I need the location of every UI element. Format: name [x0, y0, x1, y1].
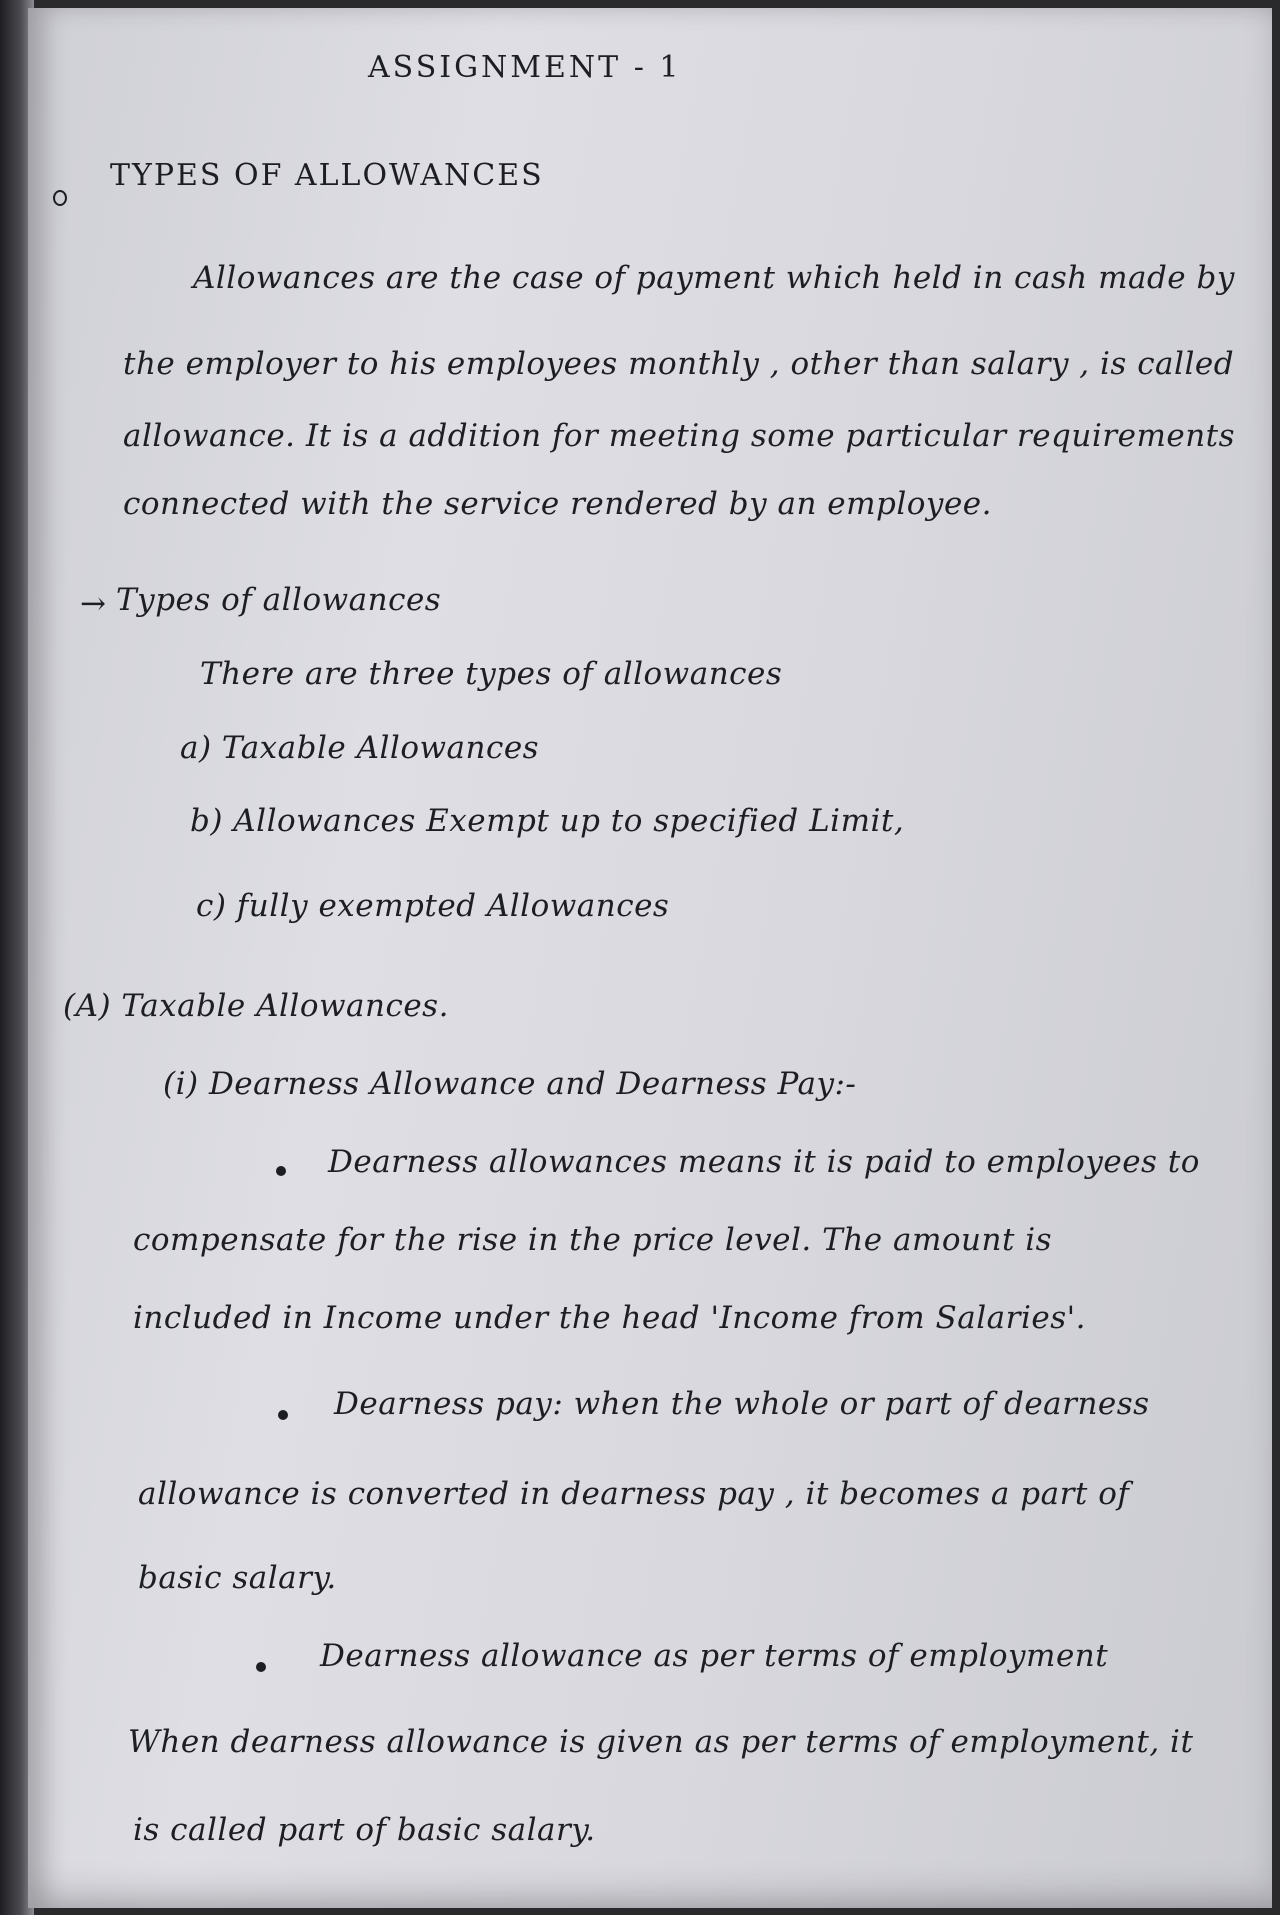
margin-ring-bullet	[53, 190, 67, 206]
type-item: b) Allowances Exempt up to specified Limit,	[190, 803, 905, 839]
notebook-page	[28, 8, 1272, 1908]
intro-line: allowance. It is a addition for meeting some particular requirements	[123, 418, 1236, 454]
bullet-text: included in Income under the head 'Income from Salaries'.	[133, 1300, 1087, 1336]
bullet-text: is called part of basic salary.	[133, 1812, 596, 1848]
bullet-text: When dearness allowance is given as per terms of employment, it	[128, 1724, 1194, 1760]
bullet-text: Dearness allowances means it is paid to employees to	[328, 1144, 1200, 1180]
bullet-text: basic salary.	[138, 1560, 337, 1596]
bullet-text: compensate for the rise in the price level. The amount is	[133, 1222, 1053, 1258]
intro-line: connected with the service rendered by an employee.	[123, 486, 992, 522]
bullet-dot	[276, 1166, 286, 1176]
section-heading: TYPES OF ALLOWANCES	[110, 158, 544, 193]
arrow-icon: →	[80, 586, 107, 622]
subsection-heading: (i) Dearness Allowance and Dearness Pay:-	[163, 1066, 857, 1102]
types-intro: There are three types of allowances	[200, 656, 783, 692]
bullet-text: allowance is converted in dearness pay , it becomes a part of	[138, 1476, 1130, 1512]
intro-line: Allowances are the case of payment which held in cash made by	[193, 260, 1235, 296]
page-title: ASSIGNMENT - 1	[368, 50, 682, 85]
bullet-dot	[256, 1662, 266, 1672]
bullet-text: Dearness allowance as per terms of employment	[320, 1638, 1109, 1674]
section-a-heading: (A) Taxable Allowances.	[63, 988, 449, 1024]
bullet-dot	[278, 1410, 288, 1420]
type-item: c) fully exempted Allowances	[196, 888, 670, 924]
bullet-text: Dearness pay: when the whole or part of dearness	[334, 1386, 1150, 1422]
intro-line: the employer to his employees monthly , other than salary , is called	[123, 346, 1235, 382]
type-item: a) Taxable Allowances	[180, 730, 540, 766]
types-heading: Types of allowances	[116, 582, 442, 618]
